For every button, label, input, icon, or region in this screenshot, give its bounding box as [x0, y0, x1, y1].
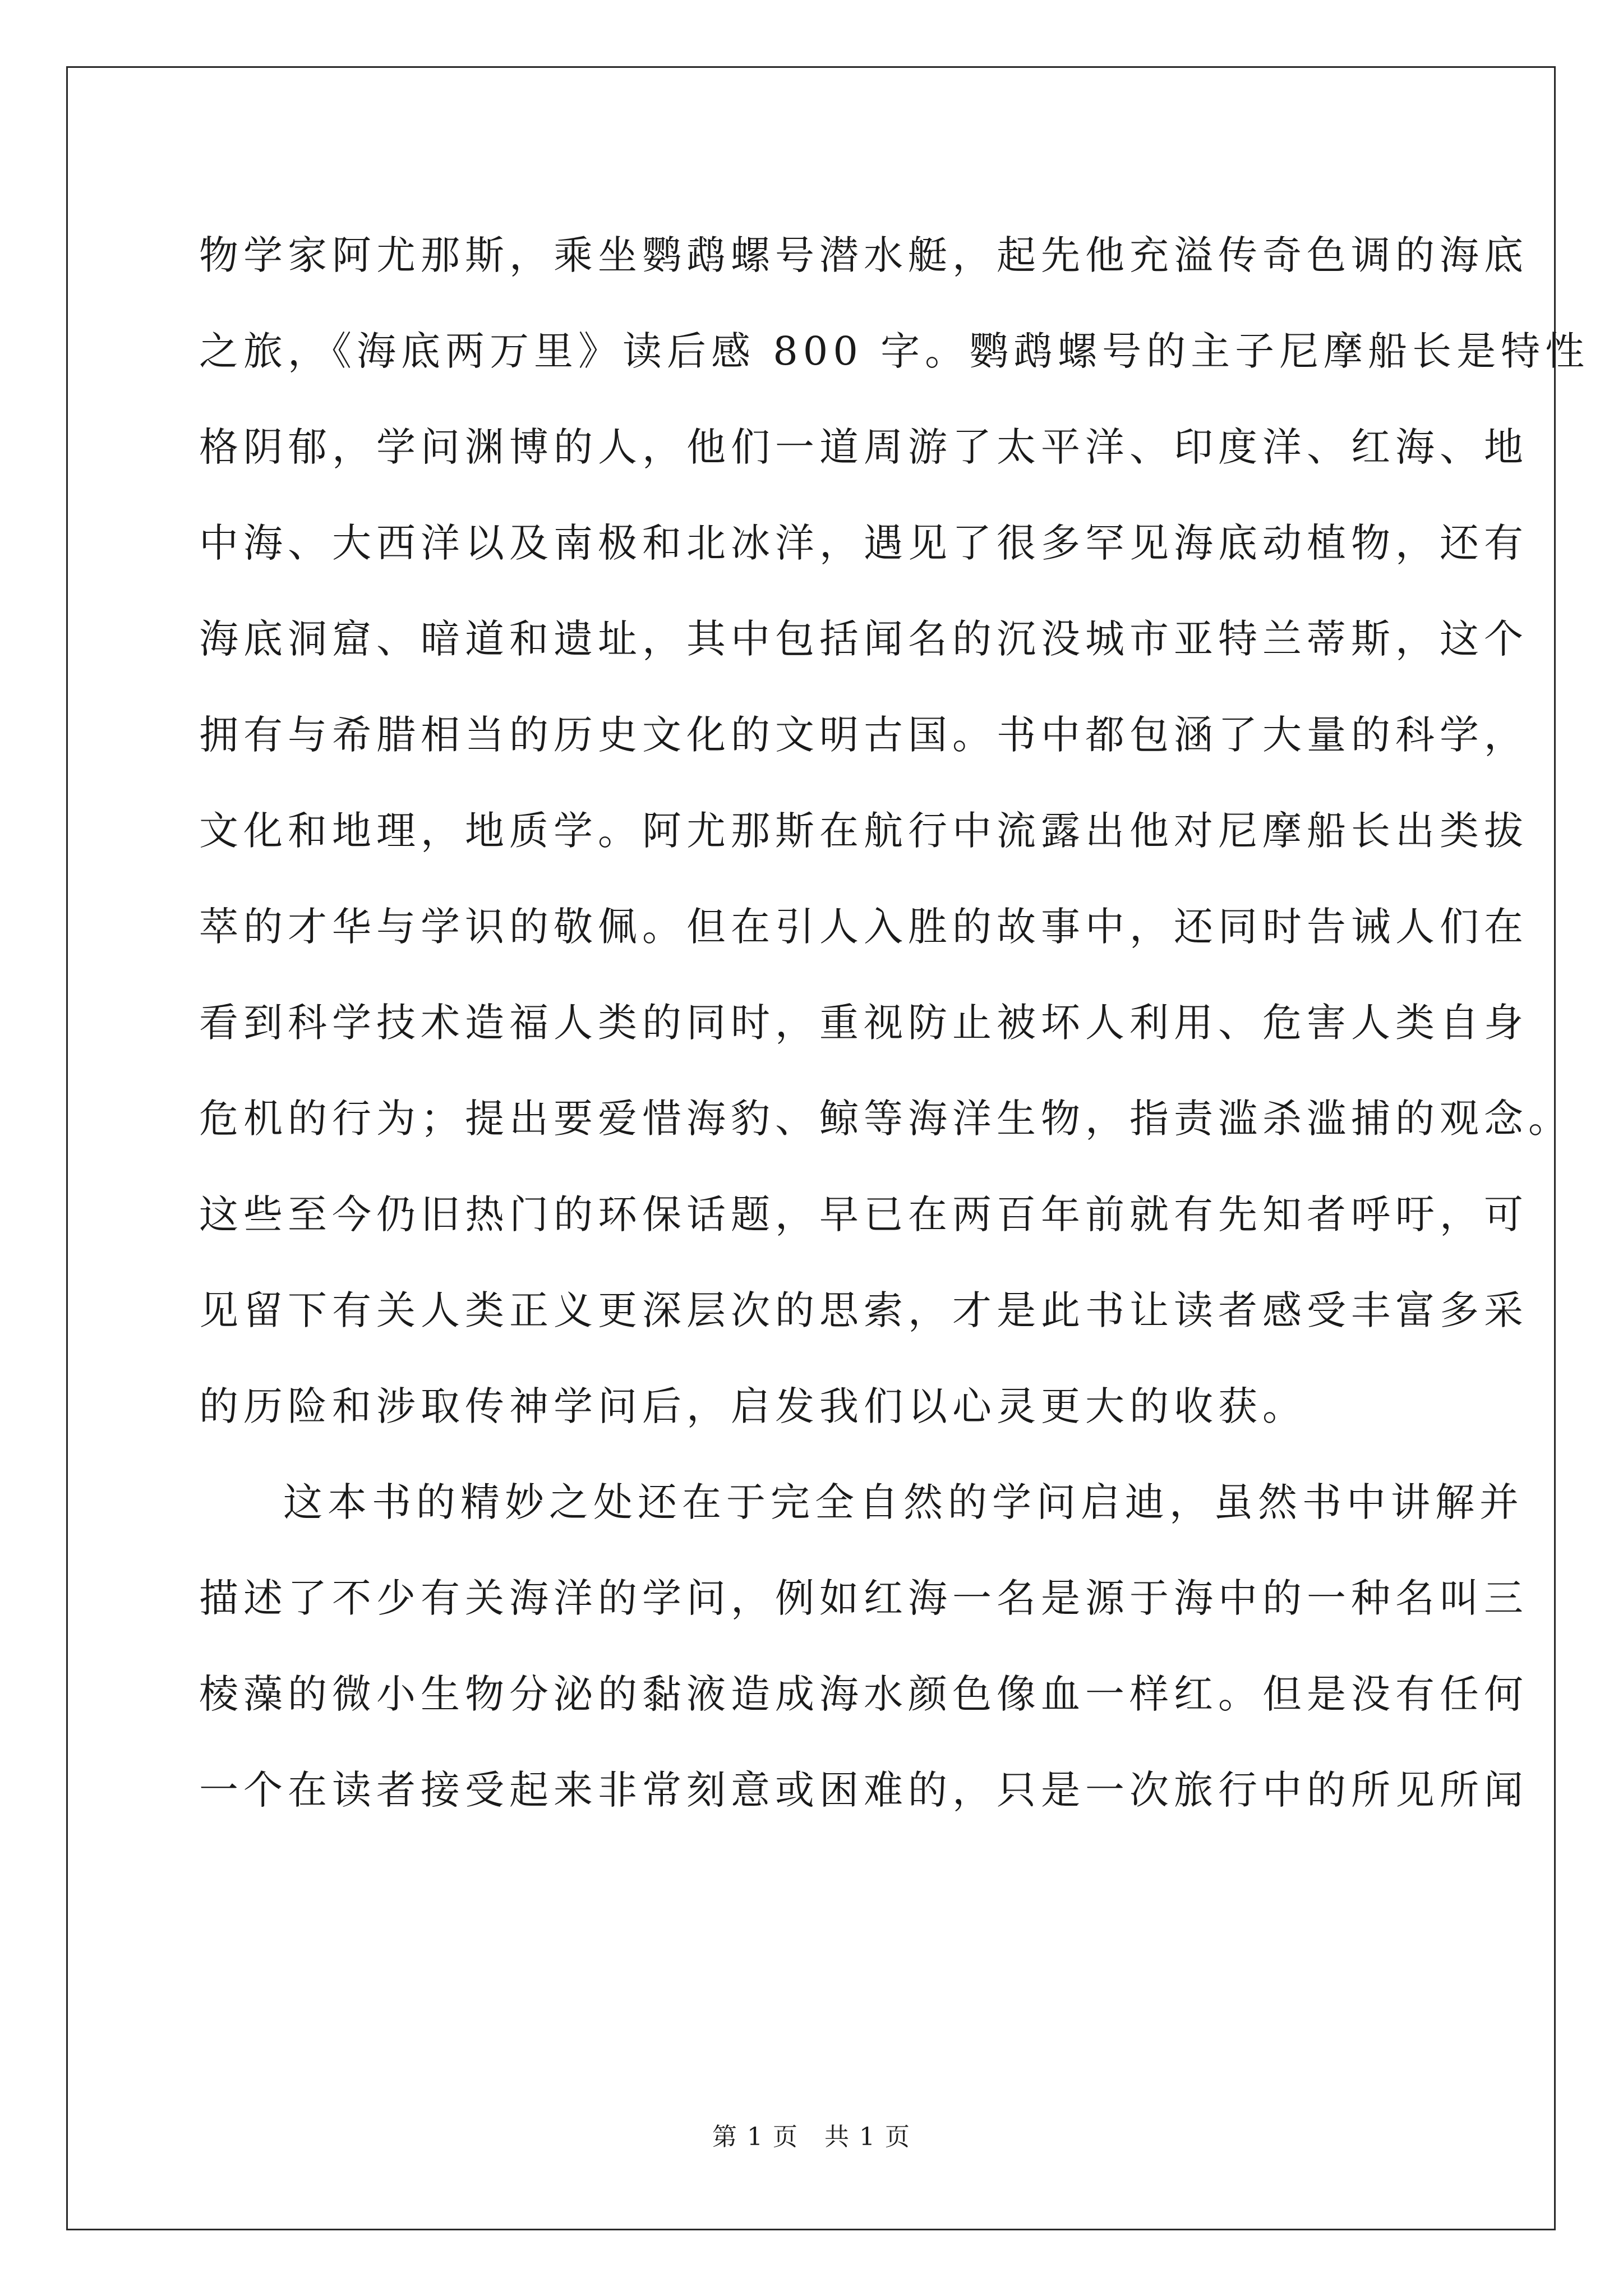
document-body	[199, 208, 1590, 1838]
text-line: 棱藻的微小生物分泌的黏液造成海水颜色像血一样红。但是没有任何	[199, 1671, 1528, 1717]
text-line: 中海、大西洋以及南极和北冰洋，遇见了很多罕见海底动植物，还有	[199, 520, 1528, 566]
text-line: 看到科学技术造福人类的同时，重视防止被坏人利用、危害人类自身	[199, 1000, 1528, 1046]
paragraph-1	[199, 208, 1590, 1455]
text-line: 这些至今仍旧热门的环保话题，早已在两百年前就有先知者呼吁，可	[199, 1191, 1528, 1237]
text-line: 描述了不少有关海洋的学问，例如红海一名是源于海中的一种名叫三	[199, 1575, 1528, 1621]
text-line: 的历险和涉取传神学问后，启发我们以心灵更大的收获。	[199, 1383, 1307, 1429]
text-line: 这本书的精妙之处还在于完全自然的学问启迪，虽然书中讲解并	[283, 1479, 1524, 1525]
text-line: 海底洞窟、暗道和遗址，其中包括闻名的沉没城市亚特兰蒂斯，这个	[199, 616, 1528, 662]
text-line: 危机的行为；提出要爱惜海豹、鲸等海洋生物，指责滥杀滥捕的观念。	[199, 1096, 1573, 1142]
page-number-footer: 第 1 页 共 1 页	[712, 2123, 911, 2151]
text-line: 见留下有关人类正义更深层次的思索，才是此书让读者感受丰富多采	[199, 1287, 1528, 1333]
text-line: 物学家阿尤那斯，乘坐鹦鹉螺号潜水艇，起先他充溢传奇色调的海底	[199, 232, 1528, 278]
text-line: 一个在读者接受起来非常刻意或困难的，只是一次旅行中的所见所闻	[199, 1767, 1528, 1813]
text-line: 文化和地理，地质学。阿尤那斯在航行中流露出他对尼摩船长出类拔	[199, 808, 1528, 854]
text-line: 拥有与希腊相当的历史文化的文明古国。书中都包涵了大量的科学，	[199, 712, 1528, 758]
text-line: 萃的才华与学识的敬佩。但在引人入胜的故事中，还同时告诫人们在	[199, 904, 1528, 950]
paragraph-2	[199, 1455, 1528, 1838]
text-line: 之旅，《海底两万里》读后感 800 字。鹦鹉螺号的主子尼摩船长是特性	[199, 328, 1590, 374]
text-line: 格阴郁，学问渊博的人，他们一道周游了太平洋、印度洋、红海、地	[199, 424, 1528, 470]
